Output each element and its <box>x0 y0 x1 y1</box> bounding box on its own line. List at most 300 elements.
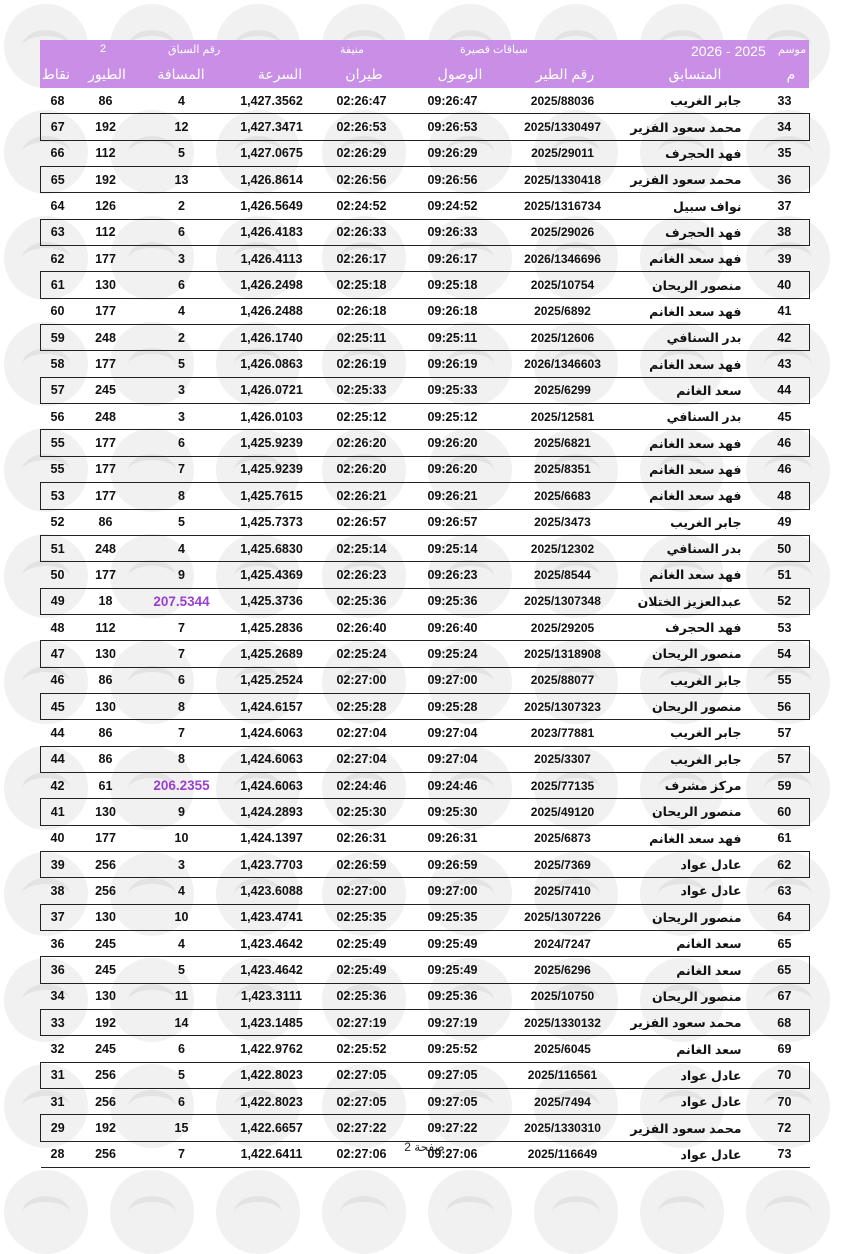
fancier-name-cell: سعد الغانم <box>676 1042 742 1057</box>
birds-cell: 177 <box>95 462 116 477</box>
flight-time-cell: 02:25:49 <box>317 957 407 983</box>
rank-cell: 65 <box>760 957 810 983</box>
ring-number-cell: 2025/7369 <box>499 851 627 877</box>
birds-cell: 192 <box>75 1115 137 1141</box>
table-row <box>41 535 810 561</box>
rank-cell: 51 <box>777 567 792 582</box>
arrival-time-cell: 09:26:53 <box>407 114 499 140</box>
race-number-value: 2 <box>100 43 107 55</box>
flight-time-cell: 02:27:00 <box>336 883 387 898</box>
flight-time-cell: 02:26:56 <box>317 167 407 193</box>
birds-cell: 248 <box>95 409 116 424</box>
flight-time-cell: 02:27:06 <box>336 1147 387 1162</box>
flight-time-cell: 02:24:52 <box>336 199 387 214</box>
rank-cell: 60 <box>760 799 810 825</box>
birds-cell: 61 <box>98 778 113 793</box>
race-type: سباقات قصيرة <box>460 44 528 56</box>
table-row <box>41 588 810 614</box>
points-cell: 40 <box>50 831 65 846</box>
distance-cell: 4 <box>178 883 185 898</box>
arrival-time-cell: 09:26:33 <box>407 219 499 245</box>
watermark-logo-icon <box>322 1170 406 1254</box>
points-cell: 31 <box>50 1094 65 1109</box>
speed-cell: 1,424.2893 <box>227 799 317 825</box>
flight-time-cell: 02:26:19 <box>336 357 387 372</box>
distance-cell: 11 <box>174 989 189 1004</box>
table-row <box>41 483 810 509</box>
speed-cell: 1,426.1740 <box>227 325 317 351</box>
flight-time-cell: 02:25:49 <box>336 936 387 951</box>
birds-cell: 177 <box>95 357 116 372</box>
ring-number-cell: 2025/10750 <box>530 989 595 1004</box>
arrival-time-cell: 09:25:30 <box>407 799 499 825</box>
arrival-time-cell: 09:25:49 <box>407 957 499 983</box>
points-cell: 65 <box>41 167 75 193</box>
birds-cell: 256 <box>95 1147 116 1162</box>
points-cell: 53 <box>41 483 75 509</box>
arrival-time-cell: 09:25:33 <box>407 377 499 403</box>
distance-cell: 2 <box>137 325 227 351</box>
ring-number-cell: 2025/1307323 <box>499 693 627 719</box>
birds-cell: 86 <box>98 673 113 688</box>
fancier-name-cell: جابر الغريب <box>670 673 742 688</box>
rank-cell: 59 <box>777 778 792 793</box>
points-cell: 32 <box>50 1042 65 1057</box>
table-header <box>40 40 809 88</box>
arrival-time-cell: 09:25:49 <box>427 936 478 951</box>
rank-cell: 36 <box>760 167 810 193</box>
speed-cell: 1,423.4642 <box>227 957 317 983</box>
ring-number-cell: 2025/1330132 <box>499 1010 627 1036</box>
flight-time-cell: 02:26:47 <box>336 93 387 108</box>
fancier-name-cell: منصور الريحان <box>652 989 742 1004</box>
rank-cell: 65 <box>777 936 792 951</box>
col-header-speed: السرعة <box>257 66 303 82</box>
arrival-time-cell: 09:26:20 <box>427 462 478 477</box>
rank-cell: 40 <box>760 272 810 298</box>
rank-cell: 64 <box>760 904 810 930</box>
flight-time-cell: 02:25:28 <box>317 693 407 719</box>
arrival-time-cell: 09:27:05 <box>427 1094 478 1109</box>
points-cell: 55 <box>41 430 75 456</box>
points-cell: 44 <box>41 746 75 772</box>
fancier-name-cell: فهد سعد الغانم <box>649 831 742 846</box>
arrival-time-cell: 09:25:28 <box>407 693 499 719</box>
table-row <box>41 904 810 930</box>
race-number-label: رقم السباق <box>168 44 221 56</box>
table-row <box>41 140 810 166</box>
ring-number-cell: 2025/88036 <box>530 93 595 108</box>
flight-time-cell: 02:25:33 <box>317 377 407 403</box>
fancier-name-cell: منصور الريحان <box>627 693 760 719</box>
arrival-time-cell: 09:27:05 <box>407 1062 499 1088</box>
rank-cell: 70 <box>760 1062 810 1088</box>
birds-cell: 177 <box>95 831 116 846</box>
fancier-name-cell: عادل عواد <box>680 884 742 899</box>
arrival-time-cell: 09:27:00 <box>427 673 478 688</box>
distance-cell: 2 <box>178 199 185 214</box>
table-row <box>41 667 810 693</box>
speed-cell: 1,424.6063 <box>240 778 303 793</box>
table-row <box>41 983 810 1009</box>
speed-cell: 1,425.6830 <box>227 535 317 561</box>
rank-cell: 45 <box>777 409 792 424</box>
table-row <box>41 720 810 746</box>
ring-number-cell: 2025/8351 <box>534 462 591 477</box>
points-cell: 66 <box>50 146 65 161</box>
speed-cell: 1,423.7703 <box>227 851 317 877</box>
arrival-time-cell: 09:27:04 <box>407 746 499 772</box>
speed-cell: 1,427.3562 <box>240 93 303 108</box>
distance-cell: 207.5344 <box>137 588 227 614</box>
birds-cell: 177 <box>75 483 137 509</box>
ring-number-cell: 2025/6045 <box>534 1042 591 1057</box>
rank-cell: 49 <box>777 515 792 530</box>
points-cell: 42 <box>50 778 65 793</box>
ring-number-cell: 2025/1307348 <box>499 588 627 614</box>
ring-number-cell: 2025/6296 <box>499 957 627 983</box>
flight-time-cell: 02:25:12 <box>336 409 387 424</box>
birds-cell: 130 <box>75 641 137 667</box>
distance-cell: 6 <box>137 272 227 298</box>
points-cell: 47 <box>41 641 75 667</box>
fancier-name-cell: نواف سبيل <box>673 199 742 214</box>
flight-time-cell: 02:25:36 <box>317 588 407 614</box>
col-header-fancier: المتسابق <box>668 66 722 82</box>
table-row <box>41 246 810 272</box>
fancier-name-cell: مركز مشرف <box>664 779 742 794</box>
distance-cell: 8 <box>137 746 227 772</box>
fancier-name-cell: سعد الغانم <box>627 957 760 983</box>
ring-number-cell: 2025/77135 <box>530 778 595 793</box>
arrival-time-cell: 09:26:31 <box>427 831 478 846</box>
table-row <box>41 509 810 535</box>
points-cell: 56 <box>50 409 65 424</box>
points-cell: 67 <box>41 114 75 140</box>
points-cell: 51 <box>41 535 75 561</box>
birds-cell: 112 <box>95 620 116 635</box>
fancier-name-cell: عادل عواد <box>680 1147 742 1162</box>
flight-time-cell: 02:26:17 <box>336 251 387 266</box>
flight-time-cell: 02:26:20 <box>336 462 387 477</box>
flight-time-cell: 02:26:40 <box>336 620 387 635</box>
rank-cell: 50 <box>760 535 810 561</box>
speed-cell: 1,426.4183 <box>227 219 317 245</box>
points-cell: 57 <box>41 377 75 403</box>
speed-cell: 1,425.9239 <box>227 430 317 456</box>
arrival-time-cell: 09:26:56 <box>407 167 499 193</box>
distance-cell: 14 <box>137 1010 227 1036</box>
fancier-name-cell: محمد سعود الفزير <box>627 1115 760 1141</box>
fancier-name-cell: منصور الريحان <box>627 641 760 667</box>
distance-cell: 7 <box>137 641 227 667</box>
points-cell: 58 <box>50 357 65 372</box>
flight-time-cell: 02:27:04 <box>336 725 387 740</box>
watermark-logo-icon <box>534 1170 618 1254</box>
arrival-time-cell: 09:26:29 <box>427 146 478 161</box>
rank-cell: 37 <box>777 199 792 214</box>
fancier-name-cell: فهد سعد الغانم <box>627 483 760 509</box>
ring-number-cell: 2025/1330497 <box>499 114 627 140</box>
birds-cell: 256 <box>95 883 116 898</box>
birds-cell: 192 <box>75 114 137 140</box>
birds-cell: 245 <box>95 1042 116 1057</box>
distance-cell: 9 <box>178 567 185 582</box>
rank-cell: 63 <box>777 883 792 898</box>
flight-time-cell: 02:25:35 <box>317 904 407 930</box>
table-row <box>41 1010 810 1036</box>
fancier-name-cell: بدر السنافي <box>627 325 760 351</box>
flight-time-cell: 02:26:59 <box>317 851 407 877</box>
speed-cell: 1,425.3736 <box>227 588 317 614</box>
distance-cell: 12 <box>137 114 227 140</box>
table-row <box>41 193 810 219</box>
fancier-name-cell: سعد الغانم <box>676 937 742 952</box>
ring-number-cell: 2025/116561 <box>499 1062 627 1088</box>
table-row <box>41 167 810 193</box>
birds-cell: 248 <box>75 535 137 561</box>
birds-cell: 256 <box>95 1094 116 1109</box>
rank-cell: 46 <box>760 430 810 456</box>
fancier-name-cell: فهد سعد الغانم <box>627 430 760 456</box>
arrival-time-cell: 09:25:35 <box>407 904 499 930</box>
arrival-time-cell: 09:26:59 <box>407 851 499 877</box>
flight-time-cell: 02:25:14 <box>317 535 407 561</box>
flight-time-cell: 02:27:04 <box>317 746 407 772</box>
distance-cell: 5 <box>137 957 227 983</box>
table-row <box>41 456 810 482</box>
rank-cell: 57 <box>777 725 792 740</box>
table-row <box>41 1115 810 1141</box>
distance-cell: 4 <box>178 936 185 951</box>
watermark-logo-icon <box>4 1170 88 1254</box>
points-cell: 62 <box>50 251 65 266</box>
points-cell: 36 <box>50 936 65 951</box>
flight-time-cell: 02:26:31 <box>336 831 387 846</box>
speed-cell: 1,422.6411 <box>240 1147 303 1162</box>
fancier-name-cell: فهد سعد الغانم <box>649 252 742 267</box>
distance-cell: 15 <box>137 1115 227 1141</box>
speed-cell: 1,426.0103 <box>240 409 303 424</box>
rank-cell: 72 <box>760 1115 810 1141</box>
table-row <box>41 114 810 140</box>
ring-number-cell: 2023/77881 <box>530 725 595 740</box>
ring-number-cell: 2025/6892 <box>534 304 591 319</box>
rank-cell: 42 <box>760 325 810 351</box>
speed-cell: 1,422.6657 <box>227 1115 317 1141</box>
birds-cell: 86 <box>98 515 113 530</box>
birds-cell: 256 <box>75 851 137 877</box>
region-name: منيفة <box>340 44 364 56</box>
speed-cell: 1,425.7373 <box>240 515 303 530</box>
birds-cell: 18 <box>75 588 137 614</box>
flight-time-cell: 02:24:46 <box>336 778 387 793</box>
arrival-time-cell: 09:25:12 <box>427 409 478 424</box>
ring-number-cell: 2025/6821 <box>499 430 627 456</box>
speed-cell: 1,425.2524 <box>240 673 303 688</box>
rank-cell: 38 <box>760 219 810 245</box>
flight-time-cell: 02:26:29 <box>336 146 387 161</box>
ring-number-cell: 2025/12302 <box>499 535 627 561</box>
distance-cell: 5 <box>178 357 185 372</box>
birds-cell: 130 <box>75 799 137 825</box>
arrival-time-cell: 09:27:19 <box>407 1010 499 1036</box>
speed-cell: 1,422.8023 <box>240 1094 303 1109</box>
fancier-name-cell: عبدالعزيز الختلان <box>627 588 760 614</box>
birds-cell: 192 <box>75 167 137 193</box>
distance-cell: 6 <box>178 1042 185 1057</box>
ring-number-cell: 2025/88077 <box>530 673 595 688</box>
fancier-name-cell: محمد سعود الفزير <box>627 1010 760 1036</box>
rank-cell: 57 <box>760 746 810 772</box>
rank-cell: 62 <box>760 851 810 877</box>
speed-cell: 1,425.9239 <box>240 462 303 477</box>
points-cell: 45 <box>41 693 75 719</box>
flight-time-cell: 02:26:53 <box>317 114 407 140</box>
arrival-time-cell: 09:25:18 <box>407 272 499 298</box>
points-cell: 60 <box>50 304 65 319</box>
table-row <box>41 377 810 403</box>
table-row <box>41 325 810 351</box>
rank-cell: 35 <box>777 146 792 161</box>
points-cell: 39 <box>41 851 75 877</box>
birds-cell: 192 <box>75 1010 137 1036</box>
birds-cell: 177 <box>95 251 116 266</box>
flight-time-cell: 02:27:05 <box>317 1062 407 1088</box>
flight-time-cell: 02:26:57 <box>336 515 387 530</box>
birds-cell: 126 <box>95 199 116 214</box>
distance-cell: 8 <box>137 483 227 509</box>
flight-time-cell: 02:25:30 <box>317 799 407 825</box>
ring-number-cell: 2025/7494 <box>534 1094 591 1109</box>
speed-cell: 1,426.4113 <box>240 251 303 266</box>
fancier-name-cell: فهد سعد الغانم <box>649 568 742 583</box>
speed-cell: 1,422.8023 <box>227 1062 317 1088</box>
fancier-name-cell: فهد الحجرف <box>665 621 742 636</box>
arrival-time-cell: 09:27:00 <box>427 883 478 898</box>
speed-cell: 1,423.3111 <box>240 989 303 1004</box>
table-row <box>41 404 810 430</box>
rank-cell: 34 <box>760 114 810 140</box>
arrival-time-cell: 09:25:24 <box>407 641 499 667</box>
table-row <box>41 825 810 851</box>
birds-cell: 245 <box>95 936 116 951</box>
fancier-name-cell: فهد الحجرف <box>665 146 742 161</box>
distance-cell: 5 <box>137 1062 227 1088</box>
fancier-name-cell: فهد سعد الغانم <box>649 357 742 372</box>
page-number: صفحة 2 <box>404 1140 445 1154</box>
distance-cell: 7 <box>178 1147 185 1162</box>
fancier-name-cell: منصور الريحان <box>627 272 760 298</box>
points-cell: 37 <box>41 904 75 930</box>
distance-cell: 3 <box>137 377 227 403</box>
speed-cell: 1,423.1485 <box>227 1010 317 1036</box>
table-row <box>41 614 810 640</box>
rank-cell: 46 <box>777 462 792 477</box>
table-row <box>41 298 810 324</box>
birds-cell: 245 <box>75 377 137 403</box>
ring-number-cell: 2025/6873 <box>534 831 591 846</box>
rank-cell: 39 <box>777 251 792 266</box>
points-cell: 33 <box>41 1010 75 1036</box>
speed-cell: 1,425.2689 <box>227 641 317 667</box>
birds-cell: 86 <box>75 746 137 772</box>
flight-time-cell: 02:25:24 <box>317 641 407 667</box>
birds-cell: 177 <box>95 304 116 319</box>
table-row <box>41 88 810 114</box>
table-row <box>41 1036 810 1062</box>
flight-time-cell: 02:27:19 <box>317 1010 407 1036</box>
speed-cell: 1,424.6063 <box>240 725 303 740</box>
table-row <box>41 878 810 904</box>
speed-cell: 1,426.2498 <box>227 272 317 298</box>
speed-cell: 1,427.0675 <box>240 146 303 161</box>
ring-number-cell: 2025/116649 <box>527 1147 598 1162</box>
fancier-name-cell: جابر الغريب <box>670 94 742 109</box>
arrival-time-cell: 09:27:06 <box>427 1147 478 1162</box>
ring-number-cell: 2025/29026 <box>499 219 627 245</box>
speed-cell: 1,426.5649 <box>240 199 303 214</box>
flight-time-cell: 02:27:00 <box>336 673 387 688</box>
col-header-ring: رقم الطير <box>535 66 595 82</box>
distance-cell: 9 <box>137 799 227 825</box>
points-cell: 36 <box>41 957 75 983</box>
speed-cell: 1,424.1397 <box>240 831 303 846</box>
distance-cell: 6 <box>137 430 227 456</box>
page-footer <box>0 1140 849 1154</box>
points-cell: 38 <box>50 883 65 898</box>
table-row <box>41 746 810 772</box>
arrival-time-cell: 09:26:17 <box>427 251 478 266</box>
speed-cell: 1,426.0721 <box>227 377 317 403</box>
points-cell: 28 <box>50 1147 65 1162</box>
ring-number-cell: 2026/1346603 <box>524 357 601 372</box>
table-row <box>41 219 810 245</box>
speed-cell: 1,426.8614 <box>227 167 317 193</box>
fancier-name-cell: منصور الريحان <box>627 904 760 930</box>
points-cell: 63 <box>41 219 75 245</box>
distance-cell: 10 <box>174 831 189 846</box>
flight-time-cell: 02:25:18 <box>317 272 407 298</box>
distance-cell: 4 <box>178 93 185 108</box>
table-row <box>41 931 810 957</box>
fancier-name-cell: محمد سعود الفزير <box>627 167 760 193</box>
fancier-name-cell: فهد الحجرف <box>627 219 760 245</box>
watermark-logo-icon <box>640 1170 724 1254</box>
ring-number-cell: 2024/7247 <box>534 936 591 951</box>
fancier-name-cell: فهد سعد الغانم <box>649 462 742 477</box>
rank-cell: 54 <box>760 641 810 667</box>
ring-number-cell: 2025/12581 <box>530 409 595 424</box>
fancier-name-cell: عادل عواد <box>627 851 760 877</box>
distance-cell: 206.2355 <box>153 778 210 794</box>
points-cell: 64 <box>50 199 65 214</box>
speed-cell: 1,425.4369 <box>240 567 303 582</box>
ring-number-cell: 2025/3307 <box>499 746 627 772</box>
arrival-time-cell: 09:26:19 <box>427 357 478 372</box>
table-row <box>41 957 810 983</box>
birds-cell: 248 <box>75 325 137 351</box>
results-sheet <box>40 40 809 1168</box>
rank-cell: 41 <box>777 304 792 319</box>
fancier-name-cell: فهد سعد الغانم <box>649 304 742 319</box>
rank-cell: 52 <box>760 588 810 614</box>
ring-number-cell: 2025/1307226 <box>499 904 627 930</box>
arrival-time-cell: 09:24:46 <box>427 778 478 793</box>
table-row <box>41 351 810 377</box>
table-row <box>41 272 810 298</box>
header-info-row <box>40 43 809 61</box>
